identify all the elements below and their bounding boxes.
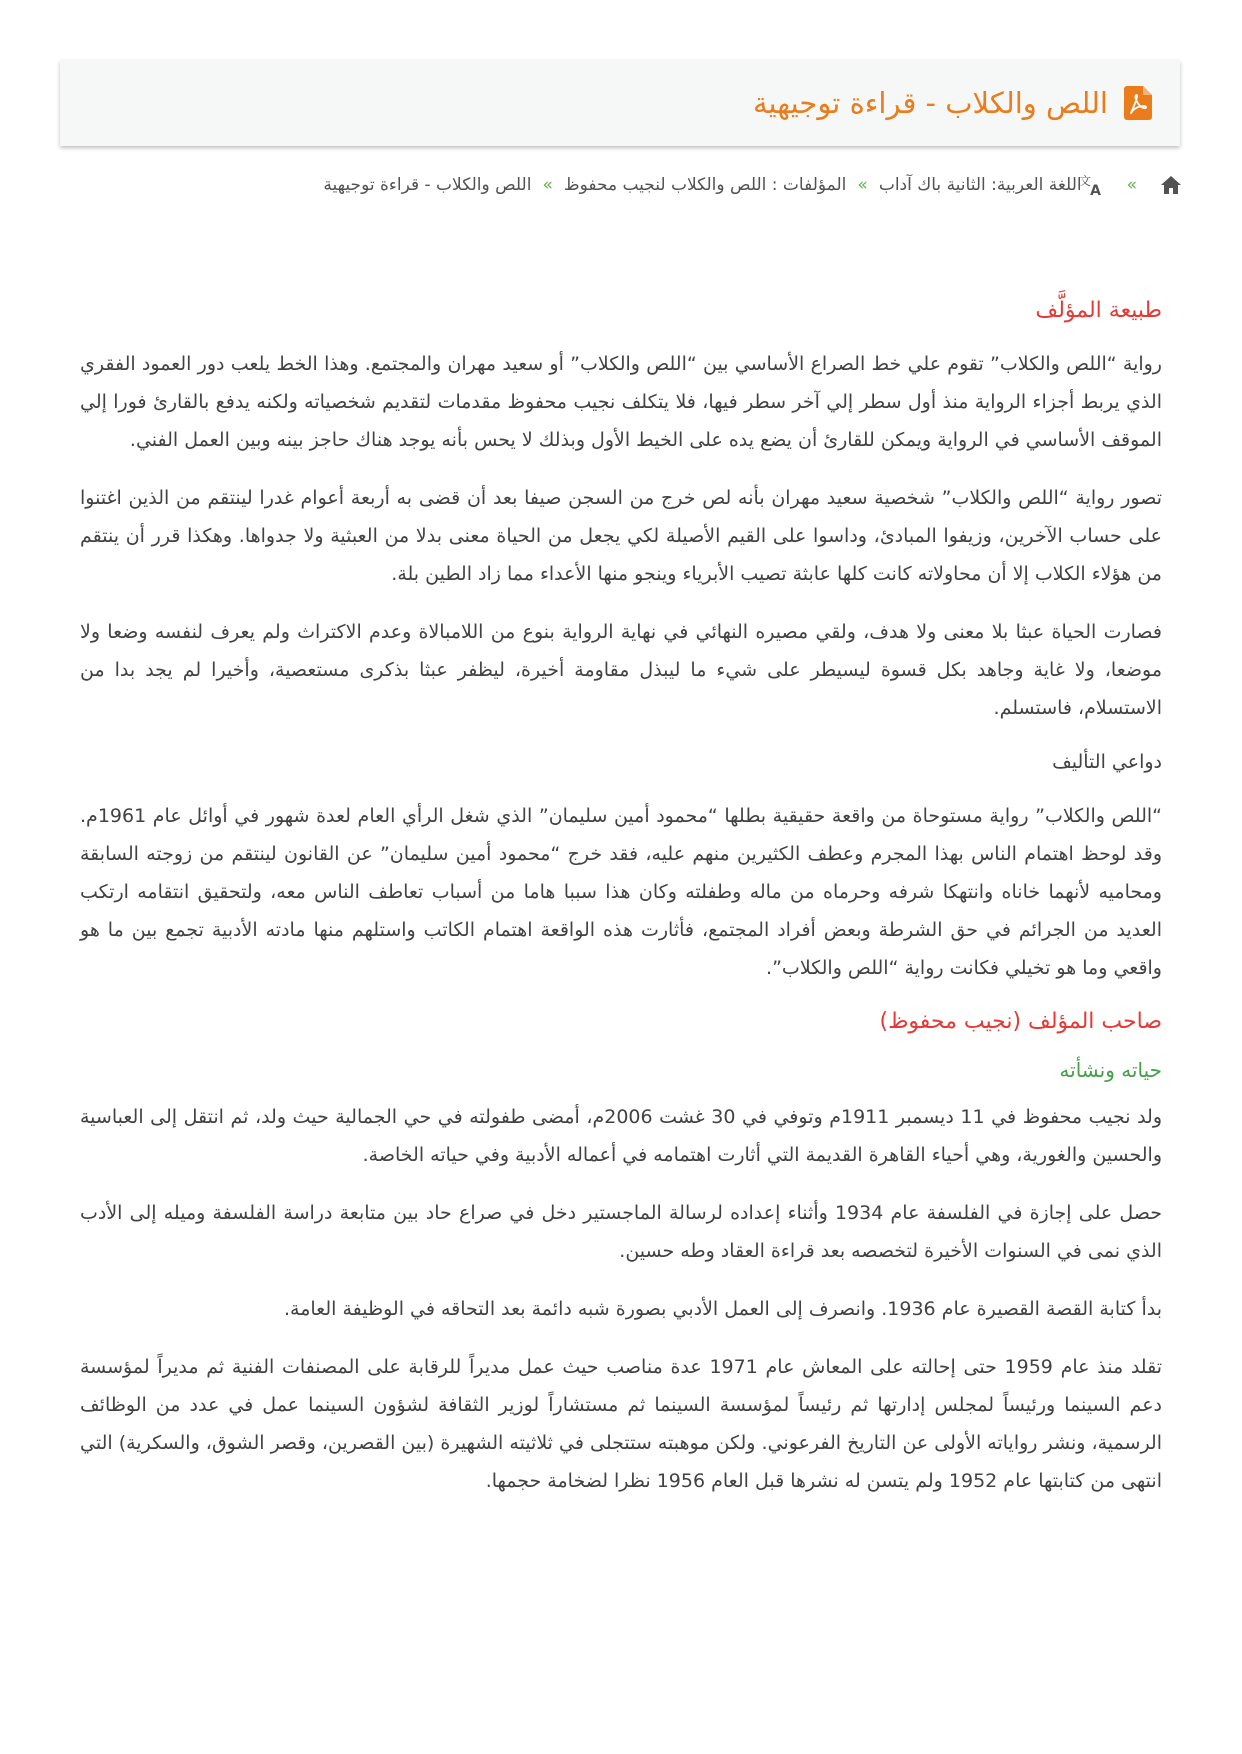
- breadcrumb-separator: »: [542, 175, 553, 195]
- svg-text:文: 文: [1078, 174, 1091, 188]
- section-heading-nature: طبيعة المؤلَّف: [1035, 298, 1162, 323]
- translate-icon: [1078, 173, 1116, 199]
- paragraph: ولد نجيب محفوظ في 11 ديسمبر 1911م وتوفي في 30 غشت 2006م، أمضى طفولته في حي الجمالية حيث ولد، ثم انتقل إلى العباسية والحسين والغورية، وهي أحياء القاهرة القديمة التي أثارت اهتمامه في أعماله الأدبية وفي حياته الخاصة.: [80, 1105, 1163, 1166]
- breadcrumb-item-works[interactable]: المؤلفات : اللص والكلاب لنجيب محفوظ: [563, 175, 847, 195]
- paragraph: تصور رواية “اللص والكلاب” شخصية سعيد مهران بأنه لص خرج من السجن صيفا بعد أن قضى به أربعة أعوام غدرا لينتقم من الذين اغتنوا على حساب الآخرين، وزيفوا المبادئ، وداسوا على القيم الأصيلة لكي يجعل من الحياة معنى بدلا من العبثية ولا جدواها. وهكذا قرر أن ينتقم من هؤلاء الكلاب إلا أن محاولاته كانت كلها عابثة تصيب الأبرياء وينجو منها الأعداء مما زاد الطين بلة.: [80, 486, 1162, 585]
- subsection-heading-life: حياته ونشأته: [1059, 1057, 1162, 1082]
- breadcrumb: [62, 170, 1182, 200]
- page-header: [60, 60, 1180, 146]
- home-icon[interactable]: [1160, 175, 1182, 195]
- svg-text:A: A: [1089, 183, 1101, 199]
- paragraph: “اللص والكلاب” رواية مستوحاة من واقعة حقيقية بطلها “محمود أمين سليمان” الذي شغل الرأي العام لعدة شهور في أوائل عام 1961م. وقد لوحظ اهتمام الناس بهذا المجرم وعطف الكثيرين منهم عليه، فقد خرج “محمود أمين سليمان” عن القانون لينتقم من زوجته السابقة ومحاميه لأنهما خاناه وانتهكا شرفه وحرماه من ماله وطفلته وكان هذا سببا هاما من أسباب تعاطف الناس معه، ولتحقيق انتقامه ارتكب العديد من الجرائم في حق الشرطة وبعض أفراد المجتمع، فأثارت هذه الواقعة اهتمام الكاتب واستلهم منها مادته الأدبية تجمع بين ما هو واقعي وما هو تخيلي فكانت رواية “اللص والكلاب”.: [80, 805, 1162, 980]
- paragraph: حصل على إجازة في الفلسفة عام 1934 وأثناء إعداده لرسالة الماجستير دخل في صراع حاد بين متابعة دراسة الفلسفة وميله إلى الأدب الذي نمى في السنوات الأخيرة لتخصصه بعد قراءة العقاد وطه حسين.: [80, 1201, 1162, 1262]
- pdf-icon[interactable]: [1124, 86, 1152, 120]
- paragraph: رواية “اللص والكلاب” تقوم علي خط الصراع الأساسي بين “اللص والكلاب” أو سعيد مهران والمجتمع. وهذا الخط يلعب دور العمود الفقري الذي يربط أجزاء الرواية منذ أول سطر إلي آخر سطر فيها، فلا يتكلف نجيب محفوظ مقدمات لتقديم شخصياته ولكنه يدفع بالقارئ فورا إلي الموقف الأساسي في الرواية ويمكن للقارئ أن يضع يده على الخيط الأول وبذلك لا يحس بأنه يوجد هناك حاجز بينه وبين العمل الفني.: [80, 352, 1162, 451]
- breadcrumb-item-subject[interactable]: اللغة العربية: الثانية باك آداب: [878, 175, 1082, 195]
- paragraph: فصارت الحياة عبثا بلا معنى ولا هدف، ولقي مصيره النهائي في نهاية الرواية بنوع من اللامبالاة وعدم الاكتراث ولم يعرف لنفسه وضعا ولا موضعا، ولا غاية وجاهد بكل قسوة ليسيطر على شيء ما ليبذل مقاومة أخيرة، ليظفر عبثا بذكرى مستعصية، وأخيرا لم يجد بدا من الاستسلام، فاستسلم.: [80, 620, 1162, 719]
- breadcrumb-item-current: اللص والكلاب - قراءة توجيهية: [323, 175, 532, 195]
- page-title: اللص والكلاب - قراءة توجيهية: [752, 85, 1108, 120]
- article-content: [80, 296, 1162, 1520]
- section-heading-motives: دواعي التأليف: [1052, 750, 1162, 773]
- paragraph: تقلد منذ عام 1959 حتى إحالته على المعاش عام 1971 عدة مناصب حيث عمل مديراً للرقابة على المصنفات الفنية ثم مديراً لمؤسسة دعم السينما ورئيساً لمجلس إدارتها ثم رئيساً لمؤسسة السينما ثم مستشاراً لوزير الثقافة لشؤون السينما عمل في عدد من الوظائف الرسمية، ونشر رواياته الأولى عن التاريخ الفرعوني. ولكن موهبته ستتجلى في ثلاثيته الشهيرة (بين القصرين، وقصر الشوق، والسكرية) التي انتهى من كتابتها عام 1952 ولم يتسن له نشرها قبل العام 1956 نظرا لضخامة حجمها.: [80, 1355, 1162, 1492]
- breadcrumb-separator: »: [857, 175, 868, 195]
- section-heading-author: صاحب المؤلف (نجيب محفوظ): [879, 1009, 1162, 1035]
- breadcrumb-separator: »: [1126, 175, 1137, 195]
- paragraph: بدأ كتابة القصة القصيرة عام 1936. وانصرف إلى العمل الأدبي بصورة شبه دائمة بعد التحاقه في الوظيفة العامة.: [283, 1297, 1162, 1320]
